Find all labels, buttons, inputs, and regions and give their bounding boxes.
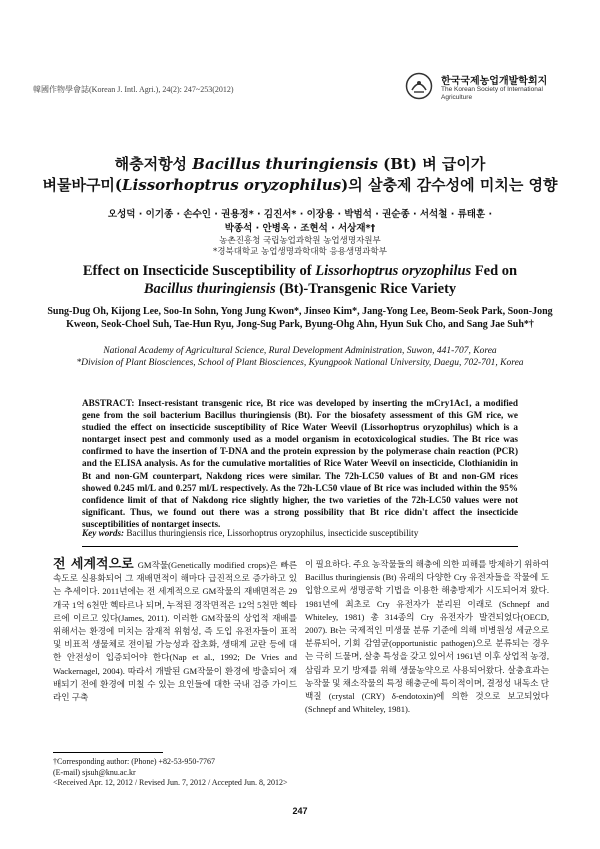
society-emblem-icon — [405, 72, 433, 100]
english-title: Effect on Insecticide Susceptibility of Lissorhoptrus oryzophilus Fed on Bacillus thuringiensis (Bt)-Transgenic Rice Variety — [82, 263, 518, 297]
keywords — [82, 528, 518, 538]
society-logo — [405, 70, 575, 110]
left-column-text: GM작물(Genetically modified crops)은 빠른 속도로 실용화되어 그 재배면적이 해마다 급진적으로 증가하고 있는 추세이다. 2011년에는 전 세계적으로 GM작물의 재배면적은 29개국 1억 6천만 헥타르나 되며, 누적된 경작면적은 12억 5천만 헥타르에 이르고 있다(James, 2011). 이러한 GM작물의 상업적 재배를 위해서는 환경에 미치는 잠재적 위험성, 즉 도입 유전자들이 표적 및 비표적 생물체로 전이될 가능성과 잡초화, 생태계 교란 등에 대한 안전성이 입증되어야 한다(Nap et al., 1992; De Vries and Wackernagel, 2004). 따라서 개발된 GM작물이 환경에 방출되어 재배되기 전에 환경에 미칠 수 있는 요인들에 대한 국내 검증 가이드라인 구축 — [53, 560, 297, 703]
korean-affiliations: 농촌진흥청 국립농업과학원 농업생명자원부 *경북대학교 농업생명과학대학 응용생명과학부 — [213, 236, 387, 257]
divider — [82, 546, 518, 547]
korean-authors: 오성덕 · 이기종 · 손수인 · 권용정* · 김진서* · 이장용 · 박범석 · 권순종 · 서석철 · 류태훈 · 박종석 · 안병옥 · 조현석 · 서상재*† — [107, 209, 493, 234]
body-column-right: 이 필요하다. 주요 농작물들의 해충에 의한 피해를 방제하기 위하여 Bacillus thuringiensis (Bt) 유래의 다양한 Cry 유전자들을 작물에 도입함으로써 생명공학 기법을 이용한 해충방제가 시도되어져 왔다. 1981년에 최초로 Cry 유전자가 분리된 이래로 (Schnepf and Whiteley, 1981) 총 314종의 Cry 유전자가 발견되었다(OECD, 2007). Bt는 국제적인 미생물 분류 기준에 의해 비병원성 세균으로 분류되어, 기회 감염균(opportunistic pathogen)으로 분류되는 경우는 극히 드물며, 살충 특성을 갖고 있어서 1961년 이후 상업적 농경, 삼림과 모기 방제를 위해 생물농약으로 사용되어왔다. 살충효과는 농작물 및 채소작물의 특정 해충군에 특이적이며, 결정성 내독소 단백질 (crystal (CRY) δ-endotoxin)에 의한 것으로 보고되었다(Schnepf and Whiteley, 1981). — [305, 559, 549, 715]
english-affiliations: National Academy of Agricultural Science, Rural Development Administration, Suwon, 441-707, Korea *Division of Plant Biosciences, School of Plant Biosciences, Kyungpook National University, Daegu, 702-701, Korea — [76, 346, 524, 368]
society-name-korean: 한국국제농업개발학회지 — [441, 76, 548, 87]
section-heading: 전 세계적으로 — [53, 557, 134, 572]
keywords-text: Bacillus thuringiensis rice, Lissorhoptrus oryzophilus, insecticide susceptibility — [124, 528, 419, 538]
korean-title: 해충저항성 Bacillus thuringiensis (Bt) 벼 급이가 벼물바구미(Lissorhoptrus oryzophilus)의 살충제 감수성에 미치는 영향 — [42, 155, 558, 194]
abstract — [82, 397, 518, 530]
footnote: †Corresponding author: (Phone) +82-53-950-7767 (E-mail) sjsuh@knu.ac.kr <Received Apr. 12, 2012 / Revised Jun. 7, 2012 / Accepted Jun. 8, 2012> — [53, 757, 288, 787]
footnote-divider — [53, 752, 163, 753]
abstract-text: Insect-resistant transgenic rice, Bt rice was developed by inserting the mCry1Ac1, a modified gene from the soil bacterium Bacillus thuringiensis (Bt). For the biosafety assessment of this GM rice, we studied the effect on insecticide susceptibility of Rice Water Weevil (Lissorhoptrus oryzophilus) which is a nontarget insect pest and commonly used as a model organism in ecotoxicological studies. The Bt rice was confirmed to have the insertion of T-DNA and the protein expression by the polymerase chain reaction (PCR) and the ELISA analysis. As for the cumulative mortalities of Rice Water Weevil on insecticide, Clothianidin in Bt and non-GM counterpart, Nakdong rices were similar. The 72h-LC50 values of Bt and non-GM rices showed 0.245 ml/L and 0.257 ml/L respectively. As the 72h-LC50 vlaue of Bt rice was included within the 95% confidence limit of that of Nakdong rice slightly higher, the two varieties of the 72h-LC50 values were not significant. Thus, we found out there was a strong possibility that Bt rice didn't affect the insecticide susceptibilities of nontarget insects. — [82, 398, 518, 529]
body-column-left — [53, 558, 297, 704]
page-number: 247 — [292, 806, 308, 816]
english-authors: Sung-Dug Oh, Kijong Lee, Soo-In Sohn, Yong Jung Kwon*, Jinseo Kim*, Jang-Yong Lee, Beom-Seok Park, Soon-Jong Kweon, Seok-Choel Suh, Tae-Hun Ryu, Jong-Sug Park, Byung-Ohg Ahn, Hyun Suk Cho, and Sang Jae Suh*† — [47, 306, 553, 330]
society-name-english: The Korean Society of International Agriculture — [441, 86, 543, 101]
abstract-label: ABSTRACT: — [82, 398, 135, 408]
keywords-label: Key words: — [82, 528, 125, 538]
journal-reference: 韓國作物學會誌(Korean J. Intl. Agri.), 24(2): 247~253(2012) — [33, 85, 234, 94]
